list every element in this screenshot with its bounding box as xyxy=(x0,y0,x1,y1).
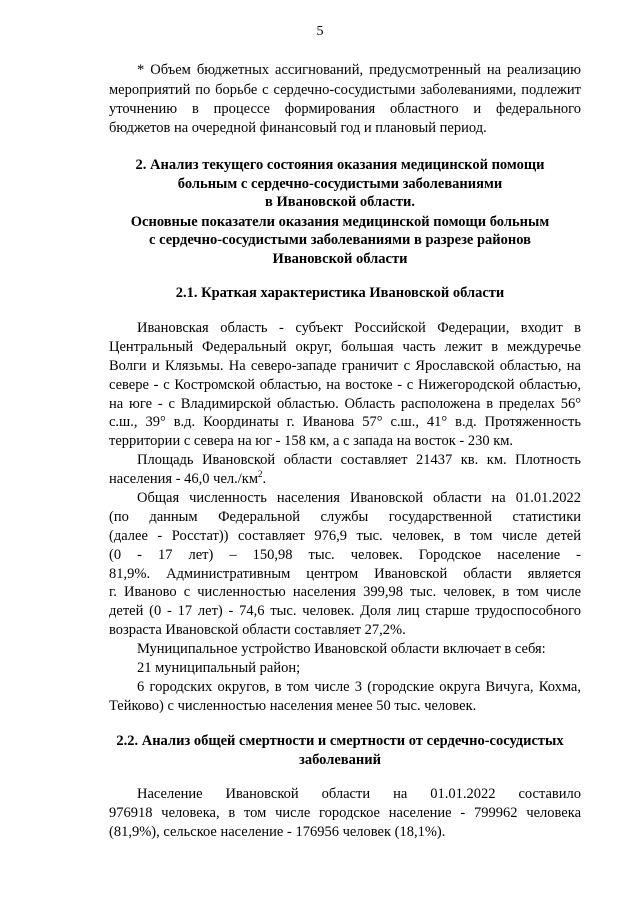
text-line: детей (0 - 17 лет) - 74,6 тыс. человек. Доля лиц старше трудоспособного xyxy=(109,603,581,619)
text-line: (по данным Федеральной службы государственной статистики xyxy=(109,509,581,525)
text-line: Население Ивановской области на 01.01.2022 составило xyxy=(137,786,581,802)
text-line: севере - с Костромской областью, на востоке - с Нижегородской областью, xyxy=(109,377,581,393)
heading-line: больным с сердечно-сосудистыми заболеваниями xyxy=(177,176,503,192)
density-end: . xyxy=(262,471,267,487)
municipal-structure-intro: Муниципальное устройство Ивановской области включает в себя: xyxy=(137,641,546,657)
note-line: мероприятий по борьбе с сердечно-сосудистыми заболеваниями, подлежит xyxy=(109,82,581,98)
text-line: возраста Ивановской области составляет 27,2%. xyxy=(109,622,406,638)
heading-line: Основные показатели оказания медицинской помощи больным xyxy=(130,214,550,230)
text-line: территории с севера на юг - 158 км, а с запада на восток - 230 км. xyxy=(109,433,514,449)
density-superscript: 2 xyxy=(258,469,263,480)
heading-line: 2.2. Анализ общей смертности и смертности от сердечно-сосудистых xyxy=(116,733,564,749)
text-line: (далее - Росстат)) составляет 976,9 тыс. человек, в том числе детей xyxy=(109,528,581,544)
municipal-districts: 21 муниципальный район; xyxy=(137,660,301,676)
text-line: с.ш., 39° в.д. Координаты г. Иванова 57° с.ш., 41° в.д. Протяженность xyxy=(109,414,581,430)
note-line: бюджетов на очередной финансовый год и плановый период. xyxy=(109,120,487,136)
text-line: 81,9%. Административным центром Ивановской области является xyxy=(109,566,581,582)
heading-line: в Ивановской области. xyxy=(265,194,415,210)
text-line: г. Иваново с численностью населения 399,98 тыс. человек, в том числе xyxy=(109,584,581,600)
text-line: (0 - 17 лет) – 150,98 тыс. человек. Городское население - xyxy=(109,547,581,563)
heading-line: Ивановской области xyxy=(272,251,408,267)
density-text: населения - 46,0 чел./км xyxy=(109,471,259,487)
heading-line: 2. Анализ текущего состояния оказания медицинской помощи xyxy=(135,157,545,173)
text-line: Общая численность населения Ивановской области на 01.01.2022 xyxy=(137,490,581,506)
note-line: уточнению в процессе формирования областного и федерального xyxy=(109,101,581,117)
text-line: на юге - с Владимирской областью. Область расположена в пределах 56° xyxy=(109,396,581,412)
page-number: 5 xyxy=(316,24,324,39)
text-line xyxy=(109,471,581,488)
text-line: Тейково) с численностью населения менее 50 тыс. человек. xyxy=(109,698,477,714)
text-line: Центральный Федеральный округ, большая часть лежит в междуречье xyxy=(109,339,581,355)
text-line: 6 городских округов, в том числе 3 (городские округа Вичуга, Кохма, xyxy=(137,679,581,695)
section-2-1-heading: 2.1. Краткая характеристика Ивановской области xyxy=(175,285,505,301)
text-line: (81,9%), сельское население - 176956 человек (18,1%). xyxy=(109,824,446,840)
text-line: Площадь Ивановской области составляет 21437 кв. км. Плотность xyxy=(137,452,581,468)
text-line: Волги и Клязьмы. На северо-западе граничит с Ярославской областью, на xyxy=(109,358,581,374)
heading-line: с сердечно-сосудистыми заболеваниями в разрезе районов xyxy=(149,232,531,248)
text-line: Ивановская область - субъект Российской Федерации, входит в xyxy=(137,320,581,336)
heading-line: заболеваний xyxy=(299,752,381,768)
note-line: * Объем бюджетных ассигнований, предусмотренный на реализацию xyxy=(137,62,581,78)
text-line: 976918 человека, в том числе городское население - 799962 человека xyxy=(109,805,581,821)
